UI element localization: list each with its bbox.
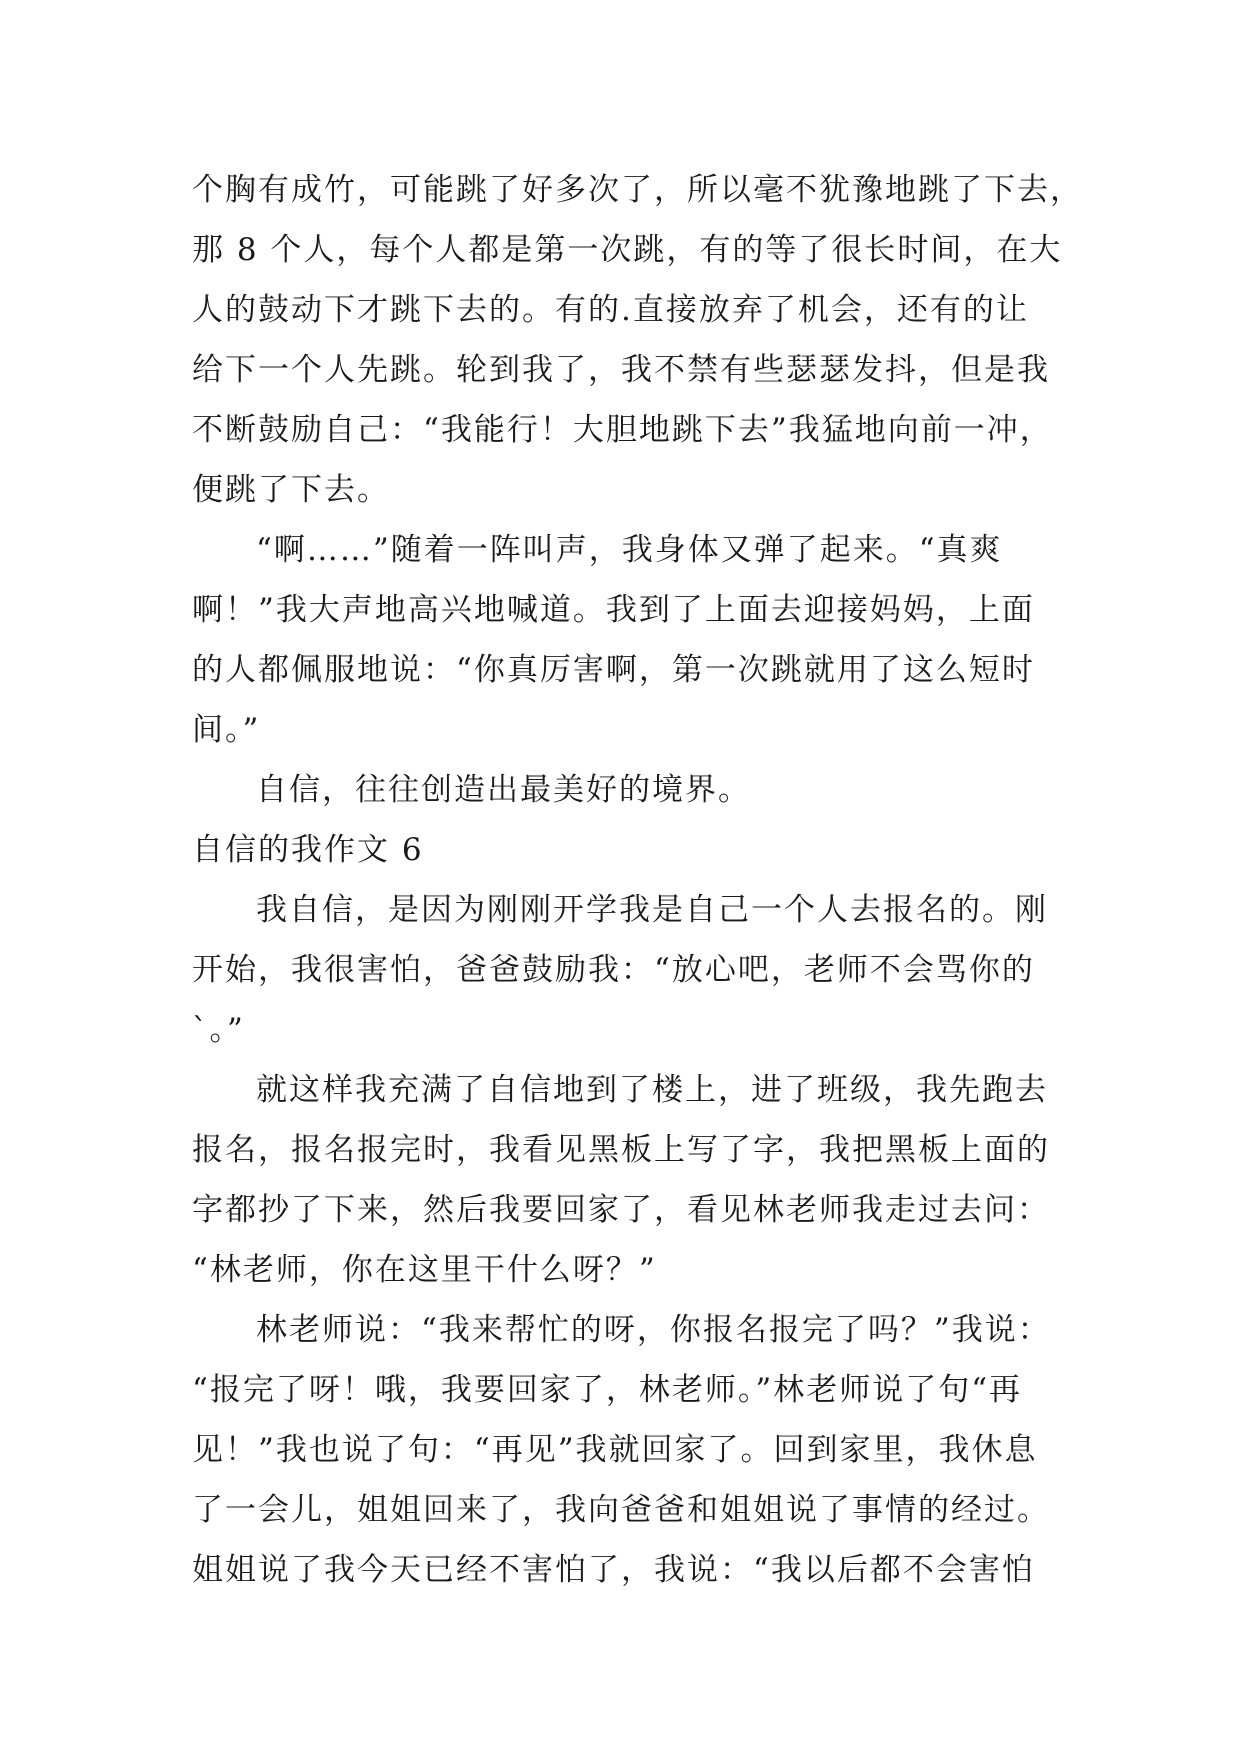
text-line: 报名，报名报完时，我看见黑板上写了字，我把黑板上面的 <box>192 1132 1050 1168</box>
paragraph-start-line: 我自信，是因为刚刚开学我是自己一个人去报名的。刚 <box>256 892 1048 928</box>
text-line: 姐姐说了我今天已经不害怕了，我说：“我以后都不会害怕 <box>192 1552 1035 1588</box>
text-line: “报完了呀！哦，我要回家了，林老师。”林老师说了句“再 <box>192 1372 1023 1408</box>
paragraph-start-line: 就这样我充满了自信地到了楼上，进了班级，我先跑去 <box>256 1072 1048 1108</box>
essay-title: 自信的我作文 6 <box>192 832 424 868</box>
text-line: 便跳了下去。 <box>192 472 390 508</box>
text-line: 的人都佩服地说：“你真厉害啊，第一次跳就用了这么短时 <box>192 652 1035 688</box>
text-line: 了一会儿，姐姐回来了，我向爸爸和姐姐说了事情的经过。 <box>192 1492 1050 1528</box>
paragraph-start-line: 自信，往往创造出最美好的境界。 <box>256 772 751 808</box>
text-line: 那 8 个人，每个人都是第一次跳，有的等了很长时间，在大 <box>192 232 1063 268</box>
text-line: 字都抄了下来，然后我要回家了，看见林老师我走过去问： <box>192 1192 1050 1228</box>
text-line: 间。” <box>192 712 261 748</box>
text-line: “林老师，你在这里干什么呀？” <box>192 1252 657 1288</box>
text-line: 个胸有成竹，可能跳了好多次了，所以毫不犹豫地跳了下去， <box>192 172 1083 208</box>
text-line: 人的鼓动下才跳下去的。有的.直接放弃了机会，还有的让 <box>192 292 1029 328</box>
paragraph-start-line: “啊……”随着一阵叫声，我身体又弹了起来。“真爽 <box>256 532 1003 568</box>
text-line: 见！”我也说了句：“再见”我就回家了。回到家里，我休息 <box>192 1432 1038 1468</box>
text-line: `。” <box>192 1012 245 1048</box>
paragraph-start-line: 林老师说：“我来帮忙的呀，你报名报完了吗？”我说： <box>256 1312 1051 1348</box>
text-line: 啊！”我大声地高兴地喊道。我到了上面去迎接妈妈，上面 <box>192 592 1035 628</box>
text-line: 不断鼓励自己：“我能行！大胆地跳下去”我猛地向前一冲， <box>192 412 1053 448</box>
essay-body <box>192 160 1092 1600</box>
text-line: 给下一个人先跳。轮到我了，我不禁有些瑟瑟发抖，但是我 <box>192 352 1050 388</box>
text-line: 开始，我很害怕，爸爸鼓励我：“放心吧，老师不会骂你的 <box>192 952 1035 988</box>
